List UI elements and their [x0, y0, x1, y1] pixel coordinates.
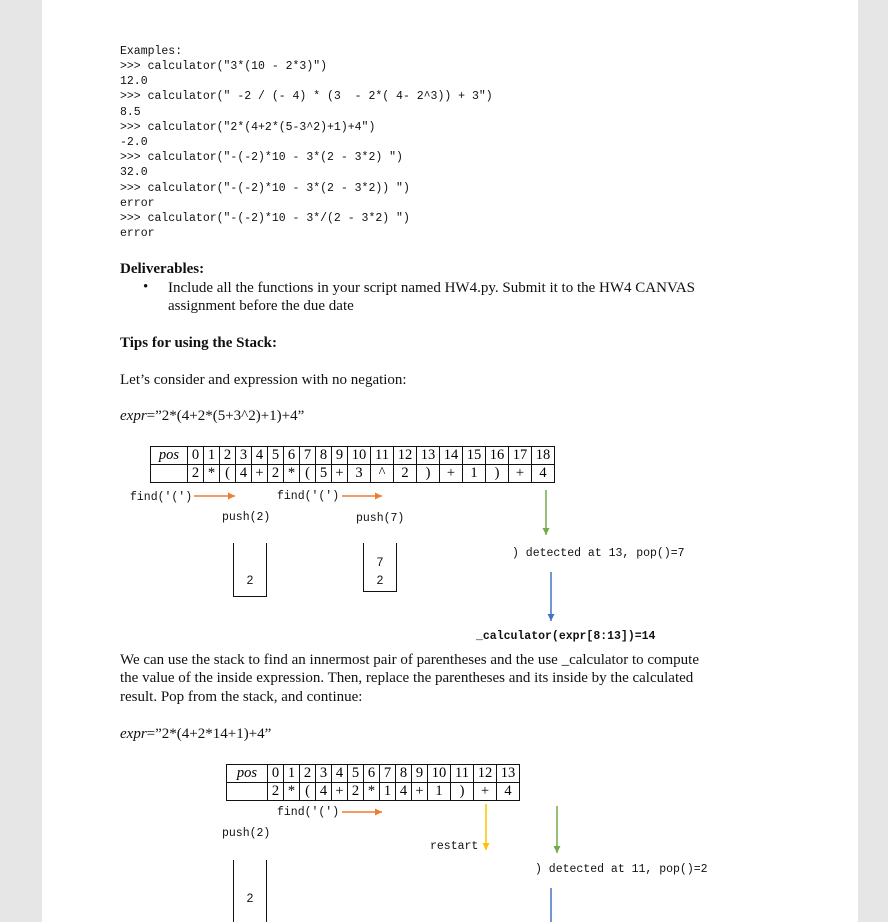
char-cell: +: [332, 465, 348, 483]
char-cell: 2: [268, 465, 284, 483]
position-cell: 3: [316, 765, 332, 783]
position-cell: 18: [532, 447, 555, 465]
expr1-label: expr: [120, 408, 147, 424]
example-line: >>> calculator("-(-2)*10 - 3*/(2 - 3*2) "): [120, 212, 410, 225]
calc-arrow-1-head: [548, 614, 555, 621]
char-cell: ): [486, 465, 509, 483]
char-cell: ): [451, 783, 474, 801]
position-cell: 13: [417, 447, 440, 465]
example-line: >>> calculator(" -2 / (- 4) * (3 - 2*( 4- 2^3)) + 3"): [120, 90, 493, 104]
find-arrow-2-head: [375, 493, 382, 500]
stack3-value-0: 2: [246, 891, 254, 905]
position-cell: 6: [284, 447, 300, 465]
diagram-arrows: [42, 0, 858, 922]
position-cell: 7: [380, 765, 396, 783]
example-line: >>> calculator("-(-2)*10 - 3*(2 - 3*2) "): [120, 151, 403, 165]
example-line: 8.5: [120, 105, 141, 119]
position-cell: 5: [268, 447, 284, 465]
position-cell: 5: [348, 765, 364, 783]
find-label-3: find('('): [277, 806, 340, 819]
tips-intro: Let’s consider and expression with no negation:: [120, 372, 407, 388]
char-cell: 2: [348, 783, 364, 801]
push-label-3: push(2): [222, 827, 271, 840]
expr2-label: expr: [120, 726, 147, 742]
find-arrow-3-head: [375, 809, 382, 816]
example-line: error: [120, 227, 155, 241]
paragraph-line3: result. Pop from the stack, and continue:: [120, 689, 363, 705]
detect-arrow-2-head: [554, 846, 561, 853]
char-cell: ): [417, 465, 440, 483]
position-cell: 15: [463, 447, 486, 465]
char-cell: 4: [396, 783, 412, 801]
position-cell: 11: [371, 447, 394, 465]
position-cell: 2: [300, 765, 316, 783]
char-cell: 3: [348, 465, 371, 483]
char-cell: *: [364, 783, 380, 801]
position-cell: 0: [268, 765, 284, 783]
pos-header: pos: [151, 447, 188, 465]
deliverables-heading: Deliverables:: [120, 261, 205, 277]
position-cell: 9: [412, 765, 428, 783]
stack2-value-1: 2: [376, 573, 384, 587]
position-cell: 8: [396, 765, 412, 783]
char-cell: 1: [380, 783, 396, 801]
expr1-value: =”2*(4+2*(5+3^2)+1)+4”: [146, 408, 305, 424]
position-cell: 4: [252, 447, 268, 465]
bullet-icon: •: [143, 279, 149, 295]
stack2-value-0: 7: [376, 555, 384, 569]
deliverables-item-line1: Include all the functions in your script named HW4.py. Submit it to the HW4 CANVAS: [168, 280, 696, 296]
example-line: >>> calculator("3*(10 - 2*3)"): [120, 60, 328, 73]
position-cell: 6: [364, 765, 380, 783]
char-cell: +: [412, 783, 428, 801]
char-cell: 2: [268, 783, 284, 801]
calculator-result: _calculator(expr[8:13])=14: [476, 630, 656, 643]
char-cell: 2: [188, 465, 204, 483]
pos-header: pos: [227, 765, 268, 783]
char-cell: 2: [394, 465, 417, 483]
example-line: -2.0: [120, 136, 148, 149]
detected-label-2: ) detected at 11, pop()=2: [535, 863, 708, 876]
example-line: error: [120, 196, 155, 210]
position-cell: 12: [394, 447, 417, 465]
paragraph-line1: We can use the stack to find an innermost pair of parentheses and the use _calculator to compute: [120, 652, 700, 668]
stack1-value-0: 2: [246, 573, 254, 587]
paragraph-line2: the value of the inside expression. Then, replace the parentheses and its inside by the calculated: [120, 670, 694, 686]
position-cell: 16: [486, 447, 509, 465]
char-cell: +: [332, 783, 348, 801]
position-cell: 4: [332, 765, 348, 783]
example-line: 32.0: [120, 166, 148, 180]
position-cell: 1: [204, 447, 220, 465]
char-cell: 4: [236, 465, 252, 483]
char-cell: 1: [463, 465, 486, 483]
position-cell: 10: [428, 765, 451, 783]
push-label-1: push(2): [222, 511, 271, 524]
tips-heading: Tips for using the Stack:: [120, 335, 277, 351]
restart-arrow-head: [483, 843, 490, 850]
document-page: [42, 0, 858, 922]
position-cell: 8: [316, 447, 332, 465]
char-cell: +: [474, 783, 497, 801]
deliverables-item-line2: assignment before the due date: [168, 298, 354, 314]
char-cell: *: [204, 465, 220, 483]
position-cell: 3: [236, 447, 252, 465]
position-cell: 11: [451, 765, 474, 783]
char-cell: 4: [497, 783, 520, 801]
char-cell: (: [300, 783, 316, 801]
find-label-2: find('('): [277, 490, 340, 503]
detected-label-1: ) detected at 13, pop()=7: [512, 547, 685, 560]
position-cell: 10: [348, 447, 371, 465]
position-cell: 2: [220, 447, 236, 465]
push-label-2: push(7): [356, 512, 405, 525]
expr2-value: =”2*(4+2*14+1)+4”: [146, 726, 272, 742]
char-cell: *: [284, 465, 300, 483]
char-cell: 1: [428, 783, 451, 801]
char-cell: ^: [371, 465, 394, 483]
position-cell: 0: [188, 447, 204, 465]
char-cell: 4: [316, 783, 332, 801]
position-cell: 14: [440, 447, 463, 465]
char-cell: *: [284, 783, 300, 801]
char-cell: +: [252, 465, 268, 483]
char-cell: (: [220, 465, 236, 483]
examples-heading: Examples:: [120, 45, 183, 58]
example-line: 12.0: [120, 75, 148, 89]
char-cell: 5: [316, 465, 332, 483]
detect-arrow-1-head: [543, 528, 550, 535]
find-arrow-1-head: [228, 493, 235, 500]
char-cell: (: [300, 465, 316, 483]
position-cell: 7: [300, 447, 316, 465]
position-cell: 17: [509, 447, 532, 465]
find-label-1: find('('): [130, 491, 193, 504]
example-line: >>> calculator("2*(4+2*(5-3^2)+1)+4"): [120, 120, 376, 134]
position-cell: 13: [497, 765, 520, 783]
example-line: >>> calculator("-(-2)*10 - 3*(2 - 3*2)) "): [120, 181, 410, 195]
char-cell: +: [440, 465, 463, 483]
position-cell: 12: [474, 765, 497, 783]
position-cell: 1: [284, 765, 300, 783]
char-cell: +: [509, 465, 532, 483]
char-cell: 4: [532, 465, 555, 483]
position-cell: 9: [332, 447, 348, 465]
restart-label: restart: [430, 840, 479, 853]
